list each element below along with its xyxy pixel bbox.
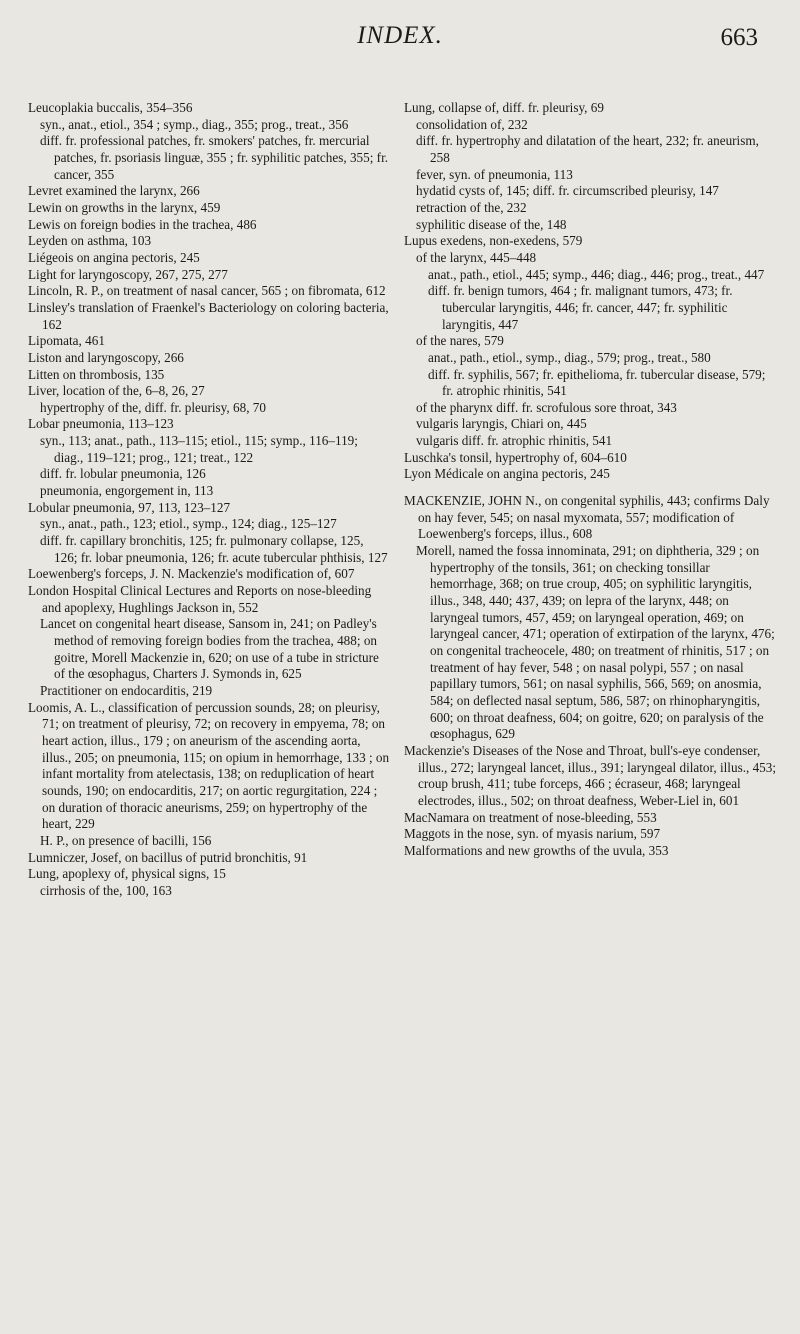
- right-index-column: [404, 100, 778, 860]
- index-subentry: of the larynx, 445–448: [416, 249, 537, 265]
- index-subentry: fever, syn. of pneumonia, 113: [416, 166, 573, 182]
- index-subentry: Morell, named the fossa innominata, 291; on diphtheria, 329 ; on hypertrophy of the tonsils, 361; on checking tonsillar hemorrhage, 368; on true croup, 405; on syphilitic laryngitis, illus., 348, 440; 437, 439; on lepra of the larynx, 448; on laryngeal tumors, 457, 459; on laryngeal operation, 469; on laryngeal cancer, 471; operation of extirpation of the larynx, 476; on congenital tracheocele, 480; on treatment of rhinitis, 517 ; on treatment of hay fever, 548 ; on nasal polypi, 557 ; on nasal papillary tumors, 561; on nasal syphilis, 566, 569; on anosmia, 584; on deflected nasal septum, 586, 587; on rhinopharyngitis, 600; on throat deafness, 604; on goitre, 620; on paralysis of the œsophagus, 629: [416, 543, 775, 742]
- index-subentry: consolidation of, 232: [416, 116, 528, 132]
- section-gap: [404, 483, 778, 493]
- index-entry: Malformations and new growths of the uvula, 353: [404, 842, 669, 858]
- index-subentry: diff. fr. capillary bronchitis, 125; fr. pulmonary collapse, 125, 126; fr. lobar pneumonia, 126; fr. acute tubercular phthisis, 127: [40, 533, 388, 565]
- index-entry: Liver, location of the, 6–8, 26, 27: [28, 383, 205, 399]
- index-entry: Linsley's translation of Fraenkel's Bacteriology on coloring bacteria, 162: [28, 299, 389, 332]
- index-entry: Lupus exedens, non-exedens, 579: [404, 233, 583, 249]
- index-subentry: hydatid cysts of, 145; diff. fr. circumscribed pleurisy, 147: [416, 183, 719, 199]
- index-entry: Lyon Médicale on angina pectoris, 245: [404, 466, 610, 482]
- index-entry: Mackenzie's Diseases of the Nose and Throat, bull's-eye condenser, illus., 272; laryngeal lancet, illus., 391; laryngeal dilator, illus., 453; croup brush, 411; tube forceps, 466 ; écraseur, 468; laryngeal electrodes, illus., 502; on throat deafness, Weber-Liel in, 601: [404, 742, 777, 808]
- index-entry: Lung, collapse of, diff. fr. pleurisy, 69: [404, 100, 604, 115]
- index-entry: Litten on thrombosis, 135: [28, 366, 165, 382]
- index-subentry: anat., path., etiol., symp., diag., 579; prog., treat., 580: [428, 349, 711, 365]
- index-subentry: diff. fr. professional patches, fr. smokers' patches, fr. mercurial patches, fr. psoriasis linguæ, 355 ; fr. syphilitic patches, 355; fr. cancer, 355: [40, 133, 389, 182]
- index-entry: Maggots in the nose, syn. of myasis narium, 597: [404, 826, 661, 842]
- index-subentry: pneumonia, engorgement in, 113: [40, 483, 214, 499]
- index-entry: Lung, apoplexy of, physical signs, 15: [28, 866, 226, 882]
- left-index-column: [28, 100, 390, 900]
- index-subentry: syn., anat., etiol., 354 ; symp., diag., 355; prog., treat., 356: [40, 116, 349, 132]
- index-entry: MacNamara on treatment of nose-bleeding, 553: [404, 809, 657, 825]
- index-entry: London Hospital Clinical Lectures and Reports on nose-bleeding and apoplexy, Hughlings Jackson in, 552: [28, 583, 372, 615]
- index-subentry: hypertrophy of the, diff. fr. pleurisy, 68, 70: [40, 399, 266, 415]
- index-entry: MACKENZIE, JOHN N., on congenital syphilis, 443; confirms Daly on hay fever, 545; on nasal myxomata, 557; modification of Loewenberg's forceps, illus., 608: [404, 493, 770, 542]
- index-subentry: vulgaris laryngis, Chiari on, 445: [416, 416, 587, 432]
- index-subentry: retraction of the, 232: [416, 199, 527, 215]
- index-entry: Loomis, A. L., classification of percussion sounds, 28; on pleurisy, 71; on treatment of pleurisy, 72; on recovery in empyema, 78; on heart action, illus., 179 ; on aneurism of the ascending aorta, illus., 205; on pneumonia, 115; on opium in hemorrhage, 133 ; on infant mortality from atelectasis, 138; on reduplication of heart sounds, 190; on endocarditis, 217; on aortic regurgitation, 224 ; on duration of thoracic aneurisms, 259; on hypertrophy of the heart, 229: [28, 699, 390, 832]
- index-subentry: of the pharynx diff. fr. scrofulous sore throat, 343: [416, 399, 677, 415]
- page-number: 663: [720, 24, 758, 51]
- index-subentry: diff. fr. hypertrophy and dilatation of the heart, 232; fr. aneurism, 258: [416, 133, 759, 165]
- index-subentry: Practitioner on endocarditis, 219: [40, 682, 213, 698]
- index-entry: Liston and laryngoscopy, 266: [28, 349, 184, 365]
- index-subentry: syn., 113; anat., path., 113–115; etiol., 115; symp., 116–119; diag., 119–121; prog., 121; treat., 122: [40, 433, 358, 465]
- index-entry: Lewis on foreign bodies in the trachea, 486: [28, 216, 257, 232]
- index-entry: Light for laryngoscopy, 267, 275, 277: [28, 266, 228, 282]
- index-entry: Liégeois on angina pectoris, 245: [28, 249, 200, 265]
- index-entry: Loewenberg's forceps, J. N. Mackenzie's modification of, 607: [28, 566, 355, 582]
- index-subentry: diff. fr. lobular pneumonia, 126: [40, 466, 206, 482]
- index-entry: Lobar pneumonia, 113–123: [28, 416, 174, 432]
- index-subentry: H. P., on presence of bacilli, 156: [40, 832, 212, 848]
- index-subentry: of the nares, 579: [416, 333, 504, 349]
- running-head: INDEX.: [357, 22, 443, 49]
- index-subentry: anat., path., etiol., 445; symp., 446; diag., 446; prog., treat., 447: [428, 266, 765, 282]
- index-entry: Lipomata, 461: [28, 333, 105, 349]
- index-entry: Leucoplakia buccalis, 354–356: [28, 100, 193, 115]
- index-subentry: Lancet on congenital heart disease, Sansom in, 241; on Padley's method of removing foreign bodies from the trachea, 488; on goitre, Morell Mackenzie in, 620; on use of a tube in stricture of the œsophagus, Charters J. Symonds in, 625: [40, 616, 379, 682]
- index-subentry: diff. fr. syphilis, 567; fr. epithelioma, fr. tubercular disease, 579; fr. atrophic rhinitis, 541: [428, 366, 766, 399]
- index-entry: Lumniczer, Josef, on bacillus of putrid bronchitis, 91: [28, 849, 308, 865]
- index-subentry: syn., anat., path., 123; etiol., symp., 124; diag., 125–127: [40, 516, 337, 532]
- index-entry: Lobular pneumonia, 97, 113, 123–127: [28, 499, 231, 515]
- index-entry: Lewin on growths in the larynx, 459: [28, 199, 221, 215]
- index-entry: Lincoln, R. P., on treatment of nasal cancer, 565 ; on fibromata, 612: [28, 283, 386, 299]
- index-entry: Luschka's tonsil, hypertrophy of, 604–610: [404, 449, 627, 465]
- index-subentry: diff. fr. benign tumors, 464 ; fr. malignant tumors, 473; fr. tubercular laryngitis, 446; fr. cancer, 447; fr. syphilitic laryngitis, 447: [428, 283, 733, 332]
- index-entry: Leyden on asthma, 103: [28, 233, 152, 249]
- index-entry: Levret examined the larynx, 266: [28, 183, 200, 199]
- index-subentry: vulgaris diff. fr. atrophic rhinitis, 541: [416, 433, 613, 449]
- index-subentry: cirrhosis of the, 100, 163: [40, 882, 172, 898]
- index-subentry: syphilitic disease of the, 148: [416, 216, 567, 232]
